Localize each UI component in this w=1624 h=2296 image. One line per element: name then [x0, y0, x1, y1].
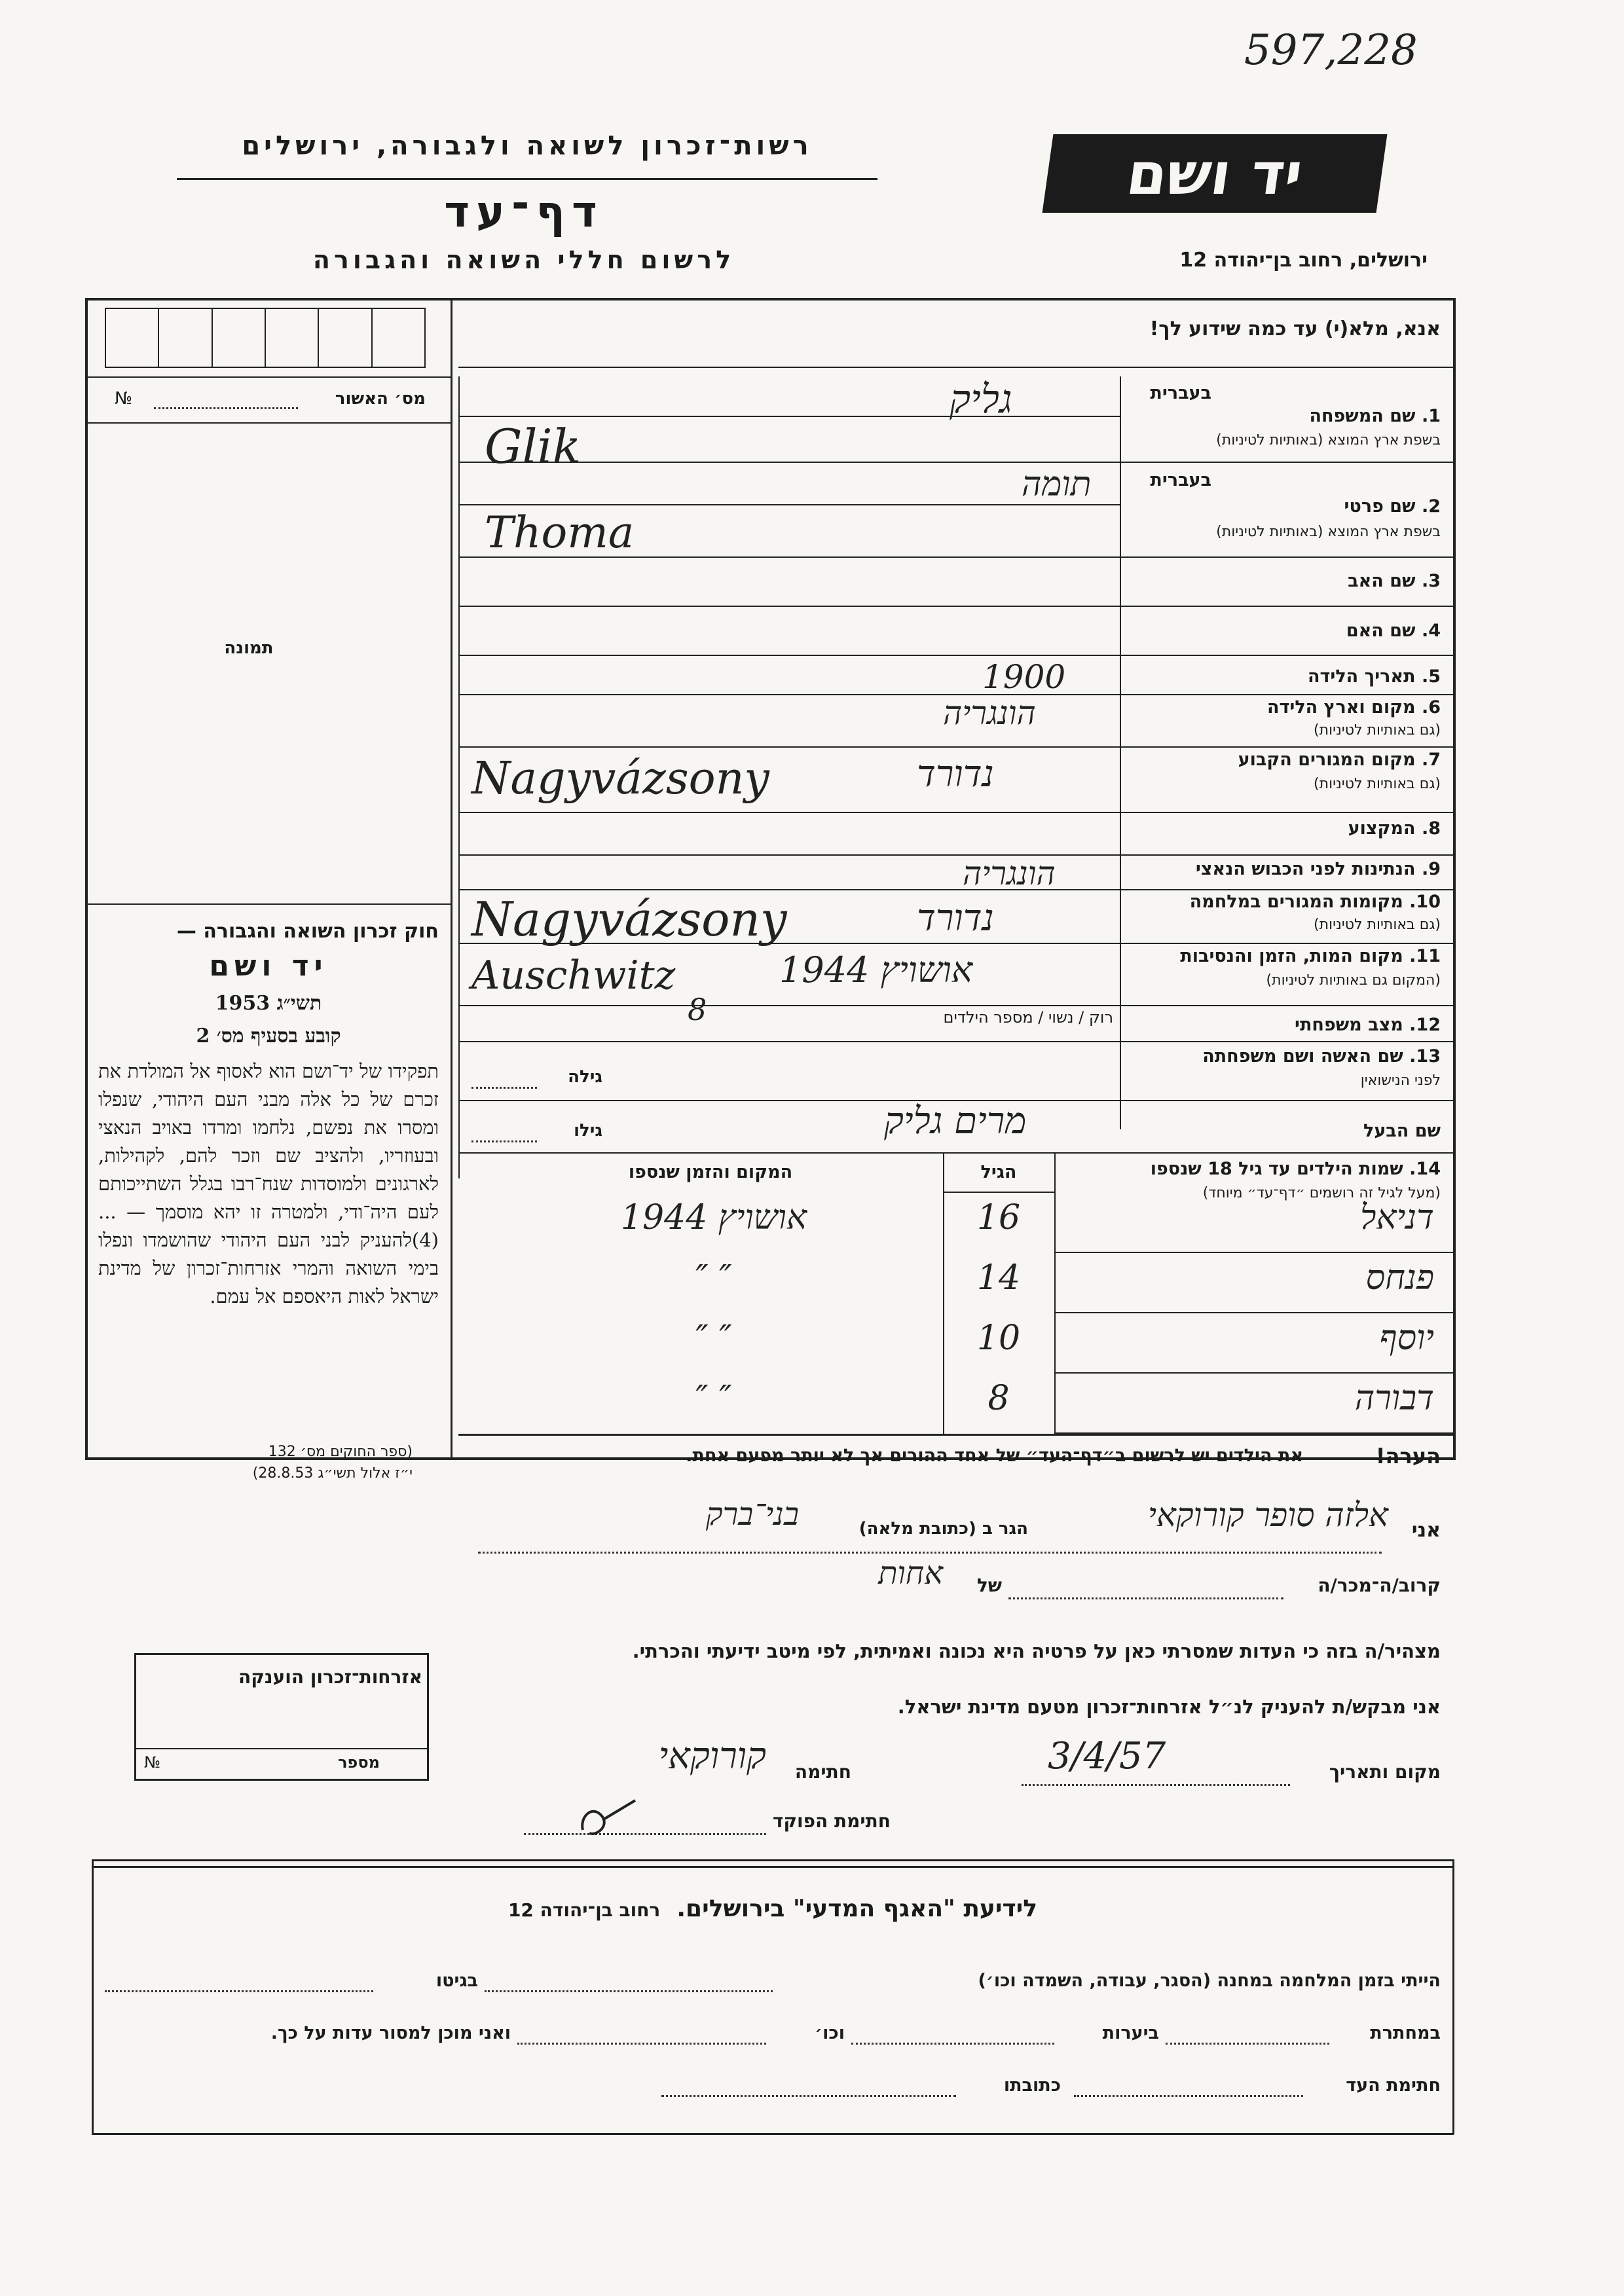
field-2-lang-label: בעברית	[1150, 470, 1211, 490]
footer-witness-address-label: כתובתו	[1003, 2075, 1061, 2096]
footer-witness-signature-label: חתימת העד	[1346, 2075, 1441, 2096]
field-6-rule	[458, 746, 1454, 748]
children-place-header: המקום והזמן שנספו	[628, 1162, 793, 1182]
husband-name-value: מרים גליק	[884, 1100, 1027, 1142]
child-name: פנחס	[1365, 1258, 1434, 1298]
wife-name-label: שם האשה ושם משפחתה	[1202, 1046, 1403, 1066]
children-age-header: הגיל	[980, 1162, 1017, 1182]
declarant-signature: קורוקאי	[658, 1735, 766, 1777]
children-col-divider-1	[1054, 1152, 1056, 1434]
field-8-rule	[458, 854, 1454, 856]
field-3-label: 3. שם האב	[1348, 571, 1441, 591]
family-name-hebrew: גליק	[950, 376, 1012, 422]
law-year: תשי״ג 1953	[215, 992, 322, 1015]
instructions: אנא, מלא(י) עד כמה שידוע לך!	[1149, 318, 1441, 340]
form-title: דף־עד	[444, 187, 604, 237]
child-name: דניאל	[1360, 1198, 1434, 1237]
field-7-rule	[458, 812, 1454, 813]
field-3-rule	[458, 606, 1454, 607]
child-name: דבורה	[1354, 1379, 1434, 1418]
left-photo-rule	[88, 903, 451, 905]
birth-place-label: מקום וארץ הלידה	[1266, 697, 1416, 718]
field-2-mid-rule	[458, 504, 1120, 505]
note-top-rule	[458, 1434, 1454, 1436]
field-6-label: 6. מקום וארץ הלידה	[1266, 697, 1441, 718]
left-top-rule	[88, 376, 451, 378]
family-name-label: שם המשפחה	[1309, 406, 1416, 426]
value-left-border	[458, 376, 460, 1178]
husband-rule	[458, 1152, 1454, 1154]
place-date-line	[1022, 1784, 1290, 1786]
husband-age-label: גילו	[574, 1121, 602, 1140]
field-12-label: 12. מצב משפחתי	[1295, 1015, 1441, 1035]
header-address: ירושלים, רחוב בן־יהודה 12	[1179, 249, 1428, 272]
children-title-text: שמות הילדים עד גיל 18 שנספו	[1150, 1159, 1403, 1179]
footer-title-text: לידיעת "האגף המדעי" בירושלים.	[676, 1895, 1038, 1922]
logo-text: יד ושם	[1122, 139, 1307, 208]
field-9-rule	[458, 889, 1454, 890]
footer-camp-line	[485, 1990, 773, 1992]
citizenship-box-rule	[134, 1748, 429, 1749]
footer-title	[327, 1895, 1218, 1922]
children-header-rule	[943, 1192, 1054, 1193]
field-1-label: 1. שם המשפחה	[1309, 406, 1441, 426]
field-4-rule	[458, 655, 1454, 656]
footer-underground-line	[1166, 2043, 1329, 2045]
field-7-label: 7. מקום המגורים הקבוע	[1238, 750, 1441, 770]
child-age: 14	[976, 1258, 1021, 1298]
law-clause: קובע בסעיף מס׳ 2	[196, 1025, 341, 1048]
child-name: יוסף	[1379, 1319, 1434, 1358]
citizenship-number-label: מספר	[338, 1753, 380, 1772]
field-2-rule	[458, 556, 1454, 558]
footer-right-border	[1452, 1859, 1454, 2134]
declaration-text: מצהיר/ה בזה כי העדות שמסרתי כאן על פרטיה היא נכונה ואמיתית, לפי מיטב ידיעתי והכרתי.	[632, 1640, 1441, 1662]
footer-etc-line	[517, 2043, 766, 2045]
citizenship-value: הונגריה	[963, 854, 1056, 892]
children-subtitle: (מעל לגיל זה רושמים ״דף־עד״ מיוחד)	[1202, 1185, 1441, 1201]
law-reference-2: י״ז אלול תשי״ג 28.8.53)	[252, 1465, 413, 1482]
instructions-rule	[458, 367, 1454, 368]
child-death-place: ″ ″	[695, 1379, 732, 1418]
residence-label: מקום המגורים הקבוע	[1238, 750, 1416, 770]
footer-witness-address-line	[661, 2095, 956, 2097]
first-name-label: שם פרטי	[1344, 496, 1416, 517]
citizenship-box-title: אזרחות־זכרון הוענקה	[238, 1666, 422, 1688]
first-name-hebrew: תומה	[1022, 465, 1092, 504]
footer-top-rule-2	[92, 1866, 1454, 1868]
officer-signature-label: חתימת הפוקד	[772, 1810, 891, 1832]
archive-number: 597,228	[1244, 26, 1418, 75]
relation-label: קרוב/ה־מכר/ה	[1318, 1575, 1441, 1596]
field-13-label: 13. שם האשה ושם משפחתה	[1202, 1046, 1441, 1066]
field-2-sub: בשפת ארץ המוצא (באותיות לטיניות)	[1216, 524, 1441, 540]
law-title: חוק זכרון השואה והגבורה —	[176, 920, 439, 943]
request-text: אני מבקש/ת להעניק לנ״ל אזרחות־זכרון מטעם מדינת ישראל.	[897, 1696, 1441, 1718]
footer-left-border	[92, 1859, 94, 2134]
label-column-divider	[1120, 376, 1121, 1129]
death-place-hebrew: אושויץ 1944	[779, 949, 973, 991]
of-label: של	[976, 1575, 1002, 1596]
children-row-rule	[1054, 1252, 1454, 1253]
child-age: 10	[976, 1319, 1021, 1358]
child-death-place: אושויץ 1944	[620, 1198, 807, 1237]
field-13-sub: לפני הנישואין	[1360, 1072, 1441, 1089]
field-6-sub: (גם באותיות לטיניות)	[1314, 722, 1441, 738]
header-rule	[177, 178, 877, 180]
declarant-resides-label: הגר ב (כתובת מלאה)	[858, 1519, 1028, 1539]
children-row-rule	[1054, 1312, 1454, 1313]
field-1-sub: בשפת ארץ המוצא (באותיות לטיניות)	[1216, 432, 1441, 448]
field-12-rule	[458, 1041, 1454, 1042]
form-subtitle: לרשום חללי השואה והגבורה	[312, 246, 735, 274]
footer-bottom-rule	[92, 2133, 1454, 2135]
field-10-rule	[458, 943, 1454, 944]
field-9-label: 9. הנתינות לפני הכבוש הנאצי	[1195, 859, 1441, 879]
field-1-mid-rule	[458, 416, 1120, 417]
declarant-name: אלזה סופר קורוקאי	[1147, 1496, 1388, 1534]
field-11-rule	[458, 1005, 1454, 1006]
approval-no-symbol: №	[115, 389, 133, 409]
officer-signature-line	[524, 1833, 766, 1835]
child-age: 16	[976, 1198, 1021, 1237]
wife-age-label: גילה	[568, 1067, 602, 1087]
birth-date-value: 1900	[982, 658, 1066, 696]
officer-signature-mark	[576, 1797, 642, 1843]
field-10-sub: (גם באותיות לטיניות)	[1314, 917, 1441, 933]
footer-etc-label: וכו׳	[815, 2023, 845, 2043]
citizenship-no-symbol: №	[144, 1753, 160, 1772]
note-text: את הילדים יש לרשום ב״דף־העד״ של אחד ההורים אך לא יותר מפעם אחת.	[686, 1446, 1303, 1466]
footer-witness-signature-line	[1074, 2095, 1303, 2097]
field-7-sub: (גם באותיות לטיניות)	[1314, 776, 1441, 792]
law-logo: יד ושם	[209, 949, 328, 983]
marital-status-options: רוק / נשוי / מספר הילדים	[943, 1008, 1113, 1027]
wartime-residence-hebrew: נדורד	[917, 897, 994, 939]
residence-hebrew: נדורד	[917, 753, 994, 795]
approval-boxes	[105, 308, 426, 368]
father-name-label: שם האב	[1348, 571, 1416, 591]
footer-forests-label: ביערות	[1102, 2023, 1159, 2043]
yad-vashem-logo	[1043, 134, 1388, 213]
note-label: הערה!	[1375, 1444, 1441, 1468]
wartime-residence-label: מקומות המגורים במלחמה	[1189, 892, 1403, 912]
mother-name-label: שם האם	[1346, 621, 1416, 641]
field-5-label: 5. תאריך הלידה	[1307, 666, 1441, 687]
footer-underground-label: במחתרת	[1370, 2023, 1441, 2043]
child-age: 8	[987, 1379, 1010, 1418]
field-8-label: 8. המקצוע	[1348, 818, 1441, 839]
footer-address: רחוב בן־יהודה 12	[507, 1899, 661, 1921]
children-row-rule	[1054, 1372, 1454, 1374]
field-2-label: 2. שם פרטי	[1344, 496, 1441, 517]
field-1-lang-label: בעברית	[1150, 383, 1211, 403]
citizenship-label: הנתינות לפני הכבוש הנאצי	[1195, 859, 1416, 879]
declarant-line	[478, 1552, 1382, 1554]
footer-testimony-label: ואני מוכן למסור עדות על כך.	[270, 2023, 511, 2043]
place-date-label: מקום ותאריך	[1329, 1761, 1441, 1783]
family-name-latin: Glik	[485, 419, 581, 474]
death-place-label: מקום המות, הזמן והנסיבות	[1180, 946, 1403, 966]
birth-date-label: תאריך הלידה	[1307, 666, 1416, 687]
footer-forests-line	[851, 2043, 1054, 2045]
child-death-place: ″ ″	[695, 1258, 732, 1298]
declaration-date: 3/4/57	[1048, 1735, 1166, 1777]
law-body: תפקידו של יד־ושם הוא לאסוף אל המולדת את זכרם של כל אלה מבני העם היהודי, שנפלו ומסרו את נפשם, נלחמו ומרדו באויב הנאצי ובעוזריו, ולהציב שם וזכר להם, לקהילות, לארגונים ולמוסדות שנח־רבו בגלל השתייכותם לעם היה־ודי, ולמטרה זו יהא מוסמך — ...(4)להעניק לבני העם היהודי שהושמדו ונפלו בימי השואה והמרי אזרחות־זכרון של מדינת ישראל לאות היאספם אל עמם.	[98, 1060, 439, 1307]
left-approval-rule	[88, 422, 451, 424]
profession-label: המקצוע	[1348, 818, 1416, 839]
marital-status-label: מצב משפחתי	[1295, 1015, 1403, 1035]
children-title: 14. שמות הילדים עד גיל 18 שנספו	[1150, 1159, 1441, 1179]
wife-age-line	[471, 1087, 537, 1089]
law-reference-1: (ספר החוקים מס׳ 132	[268, 1444, 413, 1460]
photo-label: תמונה	[224, 638, 274, 658]
children-count: 8	[688, 992, 707, 1027]
left-column-divider	[451, 298, 452, 1460]
footer-ghetto-line	[105, 1990, 373, 1992]
first-name-latin: Thoma	[485, 507, 635, 558]
footer-camp-label: הייתי בזמן המלחמה במחנה (הסגר, עבודה, השמדה וכו׳)	[978, 1971, 1441, 1991]
signature-label: חתימה	[794, 1761, 851, 1783]
relation-value: אחות	[878, 1555, 943, 1592]
relation-line	[1008, 1597, 1283, 1599]
approval-number-line	[154, 407, 298, 409]
declarant-i-label: אני	[1411, 1519, 1441, 1542]
field-11-label: 11. מקום המות, הזמן והנסיבות	[1180, 946, 1441, 966]
residence-latin: Nagyvázsony	[471, 753, 769, 805]
death-place-latin: Auschwitz	[471, 953, 676, 998]
birth-place-value: הונגריה	[943, 694, 1036, 732]
footer-ghetto-label: בגיטו	[435, 1971, 478, 1991]
declarant-address: בני־ברק	[705, 1496, 799, 1533]
field-11-sub: (המקום גם באותיות לטיניות)	[1266, 972, 1441, 989]
field-10-label: 10. מקומות המגורים במלחמה	[1189, 892, 1441, 912]
child-death-place: ″ ″	[695, 1319, 732, 1358]
authority-title: רשות־זכרון לשואה ולגבורה, ירושלים	[242, 131, 813, 161]
husband-age-line	[471, 1140, 537, 1142]
field-1-rule	[458, 462, 1454, 463]
approval-number-label: מס׳ האשור	[335, 389, 426, 409]
field-4-label: 4. שם האם	[1346, 621, 1441, 641]
children-col-divider-2	[943, 1152, 944, 1434]
husband-name-label: שם הבעל	[1363, 1121, 1441, 1141]
wartime-residence-latin: Nagyvázsony	[471, 892, 787, 947]
footer-top-rule-1	[92, 1859, 1454, 1861]
